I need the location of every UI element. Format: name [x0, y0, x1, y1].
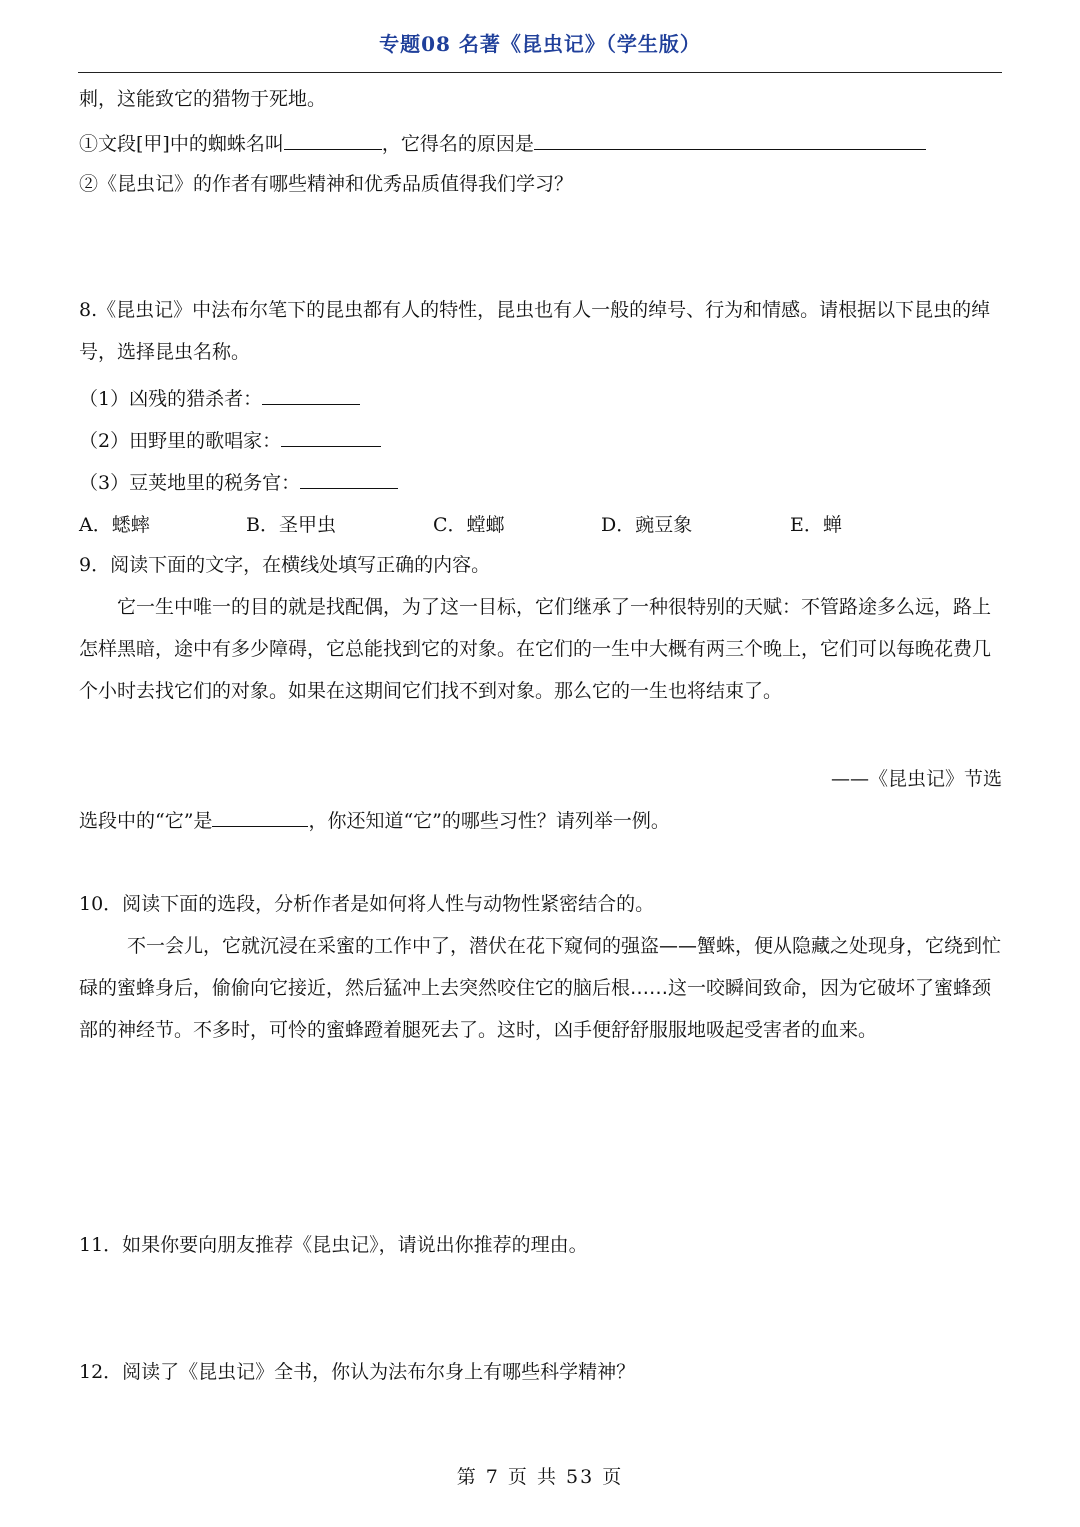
- q9-passage: 它一生中唯一的目的就是找配偶，为了这一目标，它们继承了一种很特别的天赋：不管路途多么远，路上怎样黑暗，途中有多少障碍，它总能找到它的对象。在它们的一生中大概有两三个晚上，它们可以每晚花费几个小时去找它们的对象。如果在这期间它们找不到对象。那么它的一生也将结束了。: [79, 596, 992, 702]
- q7-sub1-text-b: ，它得名的原因是: [381, 133, 534, 155]
- q8-option-b: B．圣甲虫: [246, 514, 336, 536]
- q8-item-2: [79, 426, 381, 454]
- q9-source: ——《昆虫记》节选: [830, 768, 1002, 790]
- answer-blank[interactable]: [300, 468, 398, 489]
- q8-item-3-label: （3）豆荚地里的税务官：: [79, 472, 301, 494]
- q8-option-a: A．蟋蟀: [79, 514, 150, 536]
- q9-question-text-a: 选段中的“它”是: [79, 810, 213, 832]
- page-header-title: 专题08 名著《昆虫记》（学生版）: [379, 32, 701, 56]
- q8-option-c: C．螳螂: [433, 514, 505, 536]
- q9-question: [79, 806, 670, 834]
- answer-blank[interactable]: [212, 806, 308, 827]
- q8-item-2-label: （2）田野里的歌唱家：: [79, 430, 282, 452]
- q10-stem: 10．阅读下面的选段，分析作者是如何将人性与动物性紧密结合的。: [79, 893, 655, 915]
- q8-stem: 8.《昆虫记》中法布尔笔下的昆虫都有人的特性，昆虫也有人一般的绰号、行为和情感。请根据以下昆虫的绰号，选择昆虫名称。: [79, 299, 991, 363]
- q8-item-1-label: （1）凶残的猎杀者：: [79, 388, 263, 410]
- q7-sub1: [79, 129, 926, 157]
- q8-option-d: D．豌豆象: [601, 514, 693, 536]
- header-divider: [78, 72, 1002, 73]
- q7-continuation: 刺，这能致它的猎物于死地。: [79, 88, 327, 110]
- q11-stem: 11．如果你要向朋友推荐《昆虫记》，请说出你推荐的理由。: [79, 1234, 588, 1256]
- answer-blank[interactable]: [281, 426, 381, 447]
- q9-stem: 9．阅读下面的文字，在横线处填写正确的内容。: [79, 554, 491, 576]
- q9-question-text-b: ，你还知道“它”的哪些习性？请列举一例。: [308, 810, 670, 832]
- page-number: 第 7 页 共 53 页: [456, 1466, 624, 1488]
- q8-item-1: [79, 384, 360, 412]
- answer-blank[interactable]: [262, 384, 360, 405]
- q10-passage: 不一会儿，它就沉浸在采蜜的工作中了，潜伏在花下窥伺的强盗——蟹蛛，便从隐藏之处现身，它绕到忙碌的蜜蜂身后，偷偷向它接近，然后猛冲上去突然咬住它的脑后根……这一咬瞬间致命，因为它破坏了蜜蜂颈部的神经节。不多时，可怜的蜜蜂蹬着腿死去了。这时，凶手便舒舒服服地吸起受害者的血来。: [79, 935, 1002, 1041]
- q7-sub1-text-a: ①文段[甲]中的蜘蛛名叫: [79, 133, 284, 155]
- q8-item-3: [79, 468, 398, 496]
- answer-blank[interactable]: [284, 129, 382, 150]
- q7-sub2: ②《昆虫记》的作者有哪些精神和优秀品质值得我们学习？: [79, 173, 574, 195]
- q8-option-e: E．蝉: [790, 514, 842, 536]
- answer-blank[interactable]: [534, 129, 926, 150]
- q12-stem: 12．阅读了《昆虫记》全书，你认为法布尔身上有哪些科学精神？: [79, 1361, 636, 1383]
